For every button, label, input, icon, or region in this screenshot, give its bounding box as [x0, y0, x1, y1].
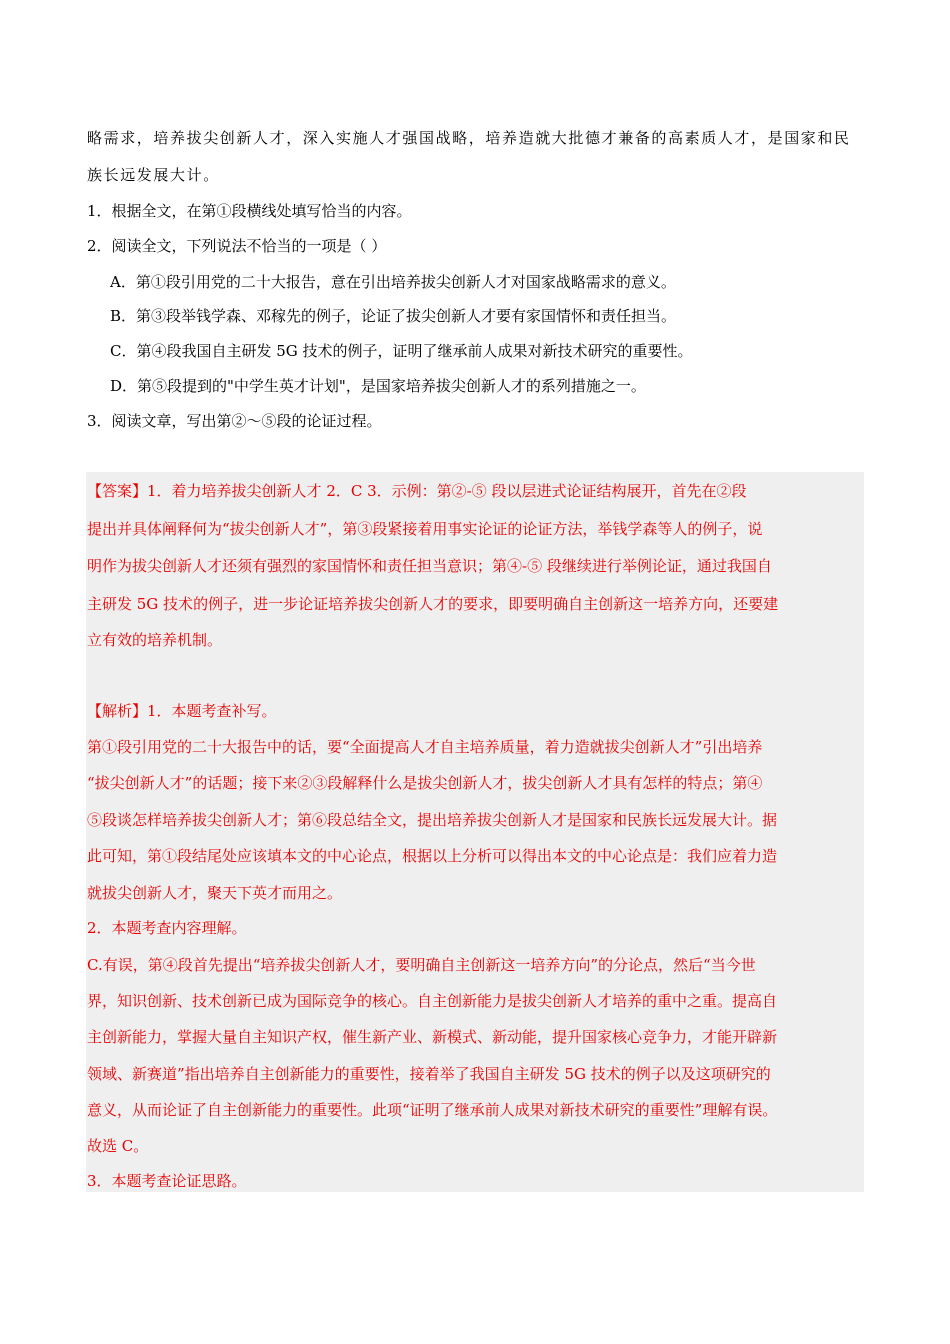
option-d: D．第⑤段提到的"中学生英才计划"，是国家培养拔尖创新人才的系列措施之一。	[110, 377, 646, 395]
analysis-line-9: 界，知识创新、技术创新已成为国际竞争的核心。自主创新能力是拔尖创新人才培养的重中之重。提高自	[87, 992, 778, 1010]
option-c: C．第④段我国自主研发 5G 技术的例子，证明了继承前人成果对新技术研究的重要性。	[110, 342, 693, 360]
answer-line-2: 提出并具体阐释何为“拔尖创新人才”，第③段紧接着用事实论证的论证方法，举钱学森等人的例子，说	[87, 520, 763, 538]
analysis-line-2: 第①段引用党的二十大报告中的话，要“全面提高人才自主培养质量，着力造就拔尖创新人才”引出培养	[87, 738, 763, 756]
analysis-line-14: 3．本题考查论证思路。	[87, 1172, 247, 1190]
answer-line-1: 【答案】1．着力培养拔尖创新人才 2．C 3．示例：第②-⑤ 段以层进式论证结构展开，首先在②段	[87, 482, 747, 500]
option-b: B．第③段举钱学森、邓稼先的例子，论证了拔尖创新人才要有家国情怀和责任担当。	[110, 307, 677, 325]
intro-line-2: 族长远发展大计。	[87, 166, 220, 184]
analysis-line-13: 故选 C。	[87, 1137, 149, 1155]
analysis-line-6: 就拔尖创新人才，聚天下英才而用之。	[87, 884, 343, 902]
analysis-line-3: “拔尖创新人才”的话题；接下来②③段解释什么是拔尖创新人才，拔尖创新人才具有怎样的特点；第④	[87, 774, 763, 792]
question-2: 2．阅读全文，下列说法不恰当的一项是（ ）	[87, 237, 387, 255]
analysis-line-12: 意义，从而论证了自主创新能力的重要性。此项“证明了继承前人成果对新技术研究的重要性”理解有误。	[87, 1101, 778, 1119]
answer-analysis-box	[86, 472, 864, 1192]
analysis-line-4: ⑤段谈怎样培养拔尖创新人才；第⑥段总结全文，提出培养拔尖创新人才是国家和民族长远发展大计。据	[87, 811, 778, 829]
analysis-line-8: C.有误，第④段首先提出“培养拔尖创新人才，要明确自主创新这一培养方向”的分论点，然后“当今世	[87, 956, 756, 974]
question-1: 1．根据全文，在第①段横线处填写恰当的内容。	[87, 202, 412, 220]
answer-line-5: 立有效的培养机制。	[87, 631, 223, 649]
option-a: A．第①段引用党的二十大报告，意在引出培养拔尖创新人才对国家战略需求的意义。	[110, 273, 676, 291]
question-3: 3．阅读文章，写出第②～⑤段的论证过程。	[87, 412, 382, 430]
analysis-line-11: 领域、新赛道”指出培养自主创新能力的重要性，接着举了我国自主研发 5G 技术的例子以及这项研究的	[87, 1065, 771, 1083]
intro-line-1: 略需求，培养拔尖创新人才，深入实施人才强国战略，培养造就大批德才兼备的高素质人才，是国家和民	[87, 129, 851, 147]
answer-line-4: 主研发 5G 技术的例子，进一步论证培养拔尖创新人才的要求，即要明确自主创新这一培养方向，还要建	[87, 595, 779, 613]
analysis-line-1: 【解析】1．本题考查补写。	[87, 702, 277, 720]
analysis-line-5: 此可知，第①段结尾处应该填本文的中心论点，根据以上分析可以得出本文的中心论点是：我们应着力造	[87, 847, 778, 865]
analysis-line-10: 主创新能力，掌握大量自主知识产权，催生新产业、新模式、新动能，提升国家核心竞争力，才能开辟新	[87, 1028, 778, 1046]
analysis-line-7: 2．本题考查内容理解。	[87, 919, 247, 937]
answer-line-3: 明作为拔尖创新人才还须有强烈的家国情怀和责任担当意识；第④-⑤ 段继续进行举例论证，通过我国自	[87, 557, 772, 575]
